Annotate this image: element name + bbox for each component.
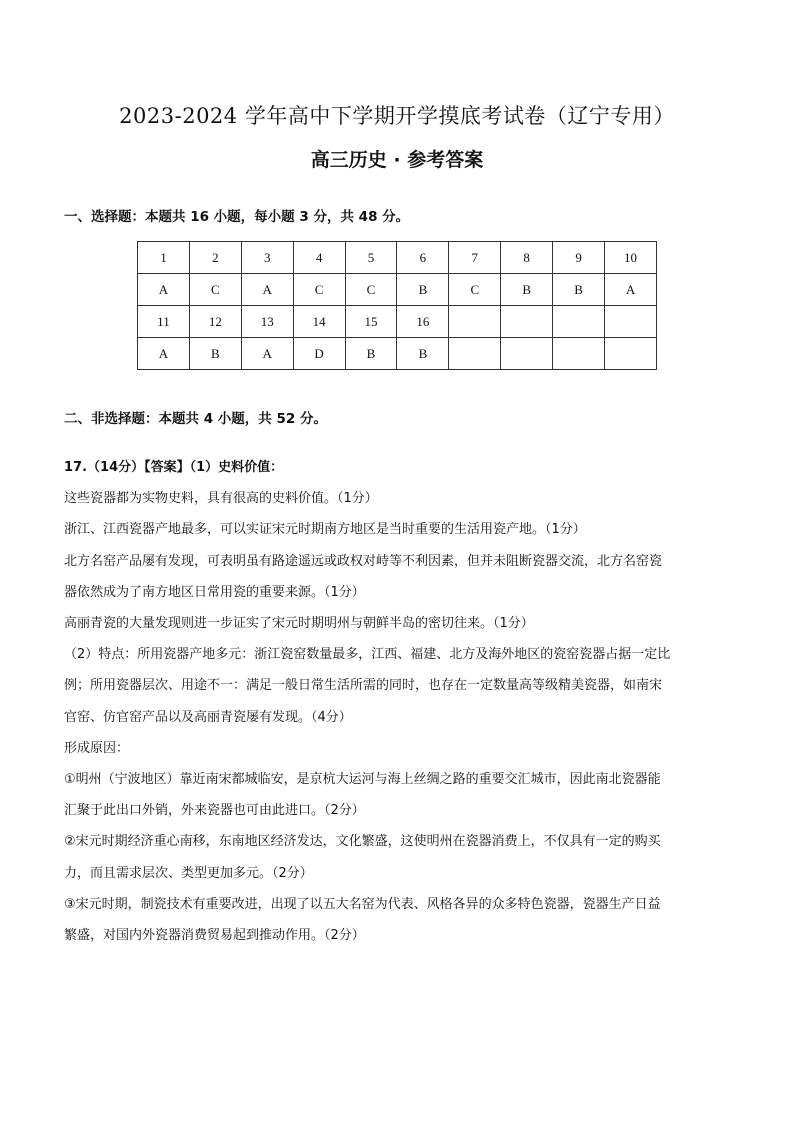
answer-cell: B	[553, 274, 605, 306]
answer-cell	[553, 338, 605, 370]
question-number-cell: 8	[501, 242, 553, 274]
answer-table	[137, 241, 657, 370]
answer-line: 例；所用瓷器层次、用途不一：满足一般日常生活所需的同时，也存在一定数量高等级精美瓷器，如南宋	[64, 678, 663, 694]
question-number-cell: 4	[293, 242, 345, 274]
question-number-cell: 1	[138, 242, 190, 274]
answer-cell: C	[449, 274, 501, 306]
answer-cell: A	[138, 338, 190, 370]
question-number-cell	[449, 306, 501, 338]
answer-line: 北方名窑产品屡有发现，可表明虽有路途遥远或政权对峙等不利因素，但并未阻断瓷器交流，北方名窑瓷	[64, 553, 663, 569]
question-number-cell: 14	[293, 306, 345, 338]
answer-line: 这些瓷器都为实物史料，具有很高的史料价值。（1分）	[64, 491, 378, 507]
answer-line: ②宋元时期经济重心南移，东南地区经济发达，文化繁盛，这使明州在瓷器消费上，不仅具有一定的购买	[64, 834, 661, 850]
question-number-cell	[553, 306, 605, 338]
question-17-heading: 17.（14分）【答案】（1）史料价值：	[64, 460, 284, 475]
answer-line: 力，而且需求层次、类型更加多元。（2分）	[64, 865, 313, 881]
answer-line: 形成原因：	[64, 740, 130, 756]
question-number-cell: 10	[605, 242, 657, 274]
question-number-cell: 12	[189, 306, 241, 338]
answer-cell: C	[345, 274, 397, 306]
page-subtitle: 高三历史 · 参考答案	[310, 149, 484, 171]
answer-cell: A	[241, 338, 293, 370]
question-number-row	[138, 242, 657, 274]
answer-cell: A	[241, 274, 293, 306]
question-number-cell: 9	[553, 242, 605, 274]
answer-line: （2）特点：所用瓷器产地多元：浙江瓷窑数量最多，江西、福建、北方及海外地区的瓷窑瓷器占据一定比	[64, 647, 671, 663]
question-number-cell: 6	[397, 242, 449, 274]
answer-cell: C	[189, 274, 241, 306]
question-number-cell: 2	[189, 242, 241, 274]
answer-line: ①明州（宁波地区）靠近南宋都城临安，是京杭大运河与海上丝绸之路的重要交汇城市，因此南北瓷器能	[64, 772, 661, 788]
question-number-cell: 7	[449, 242, 501, 274]
answer-cell: C	[293, 274, 345, 306]
question-number-cell: 13	[241, 306, 293, 338]
answer-row	[138, 338, 657, 370]
answer-cell: D	[293, 338, 345, 370]
answer-line: 繁盛，对国内外瓷器消费贸易起到推动作用。（2分）	[64, 928, 365, 944]
answer-cell: A	[138, 274, 190, 306]
answer-line: 汇聚于此出口外销，外来瓷器也可由此进口。（2分）	[64, 803, 365, 819]
section-choice-heading: 一、选择题：本题共 16 小题，每小题 3 分，共 48 分。	[64, 209, 410, 225]
question-number-cell	[501, 306, 553, 338]
answer-line: 浙江、江西瓷器产地最多，可以实证宋元时期南方地区是当时重要的生活用瓷产地。（1分）	[64, 522, 586, 538]
question-number-cell: 5	[345, 242, 397, 274]
answer-cell	[501, 338, 553, 370]
answer-cell: B	[397, 338, 449, 370]
answer-cell	[449, 338, 501, 370]
answer-cell: B	[345, 338, 397, 370]
question-17-answer	[64, 452, 730, 951]
answer-line: 器依然成为了南方地区日常用瓷的重要来源。（1分）	[64, 584, 365, 600]
question-17-lines	[64, 483, 730, 951]
answer-cell	[605, 338, 657, 370]
page-title: 2023-2024 学年高中下学期开学摸底考试卷（辽宁专用）	[119, 104, 675, 128]
section-essay-heading: 二、非选择题：本题共 4 小题，共 52 分。	[64, 411, 327, 427]
answer-row	[138, 274, 657, 306]
answer-cell: A	[605, 274, 657, 306]
answer-cell: B	[397, 274, 449, 306]
question-number-cell: 15	[345, 306, 397, 338]
answer-line: 高丽青瓷的大量发现则进一步证实了宋元时期明州与朝鲜半岛的密切往来。（1分）	[64, 616, 534, 632]
answer-line: ③宋元时期，制瓷技术有重要改进，出现了以五大名窑为代表、风格各异的众多特色瓷器，瓷器生产日益	[64, 896, 661, 912]
question-number-cell	[605, 306, 657, 338]
answer-cell: B	[189, 338, 241, 370]
answer-cell: B	[501, 274, 553, 306]
question-number-cell: 11	[138, 306, 190, 338]
question-number-cell: 3	[241, 242, 293, 274]
answer-line: 官窑、仿官窑产品以及高丽青瓷屡有发现。（4分）	[64, 709, 352, 725]
question-number-cell: 16	[397, 306, 449, 338]
question-number-row	[138, 306, 657, 338]
